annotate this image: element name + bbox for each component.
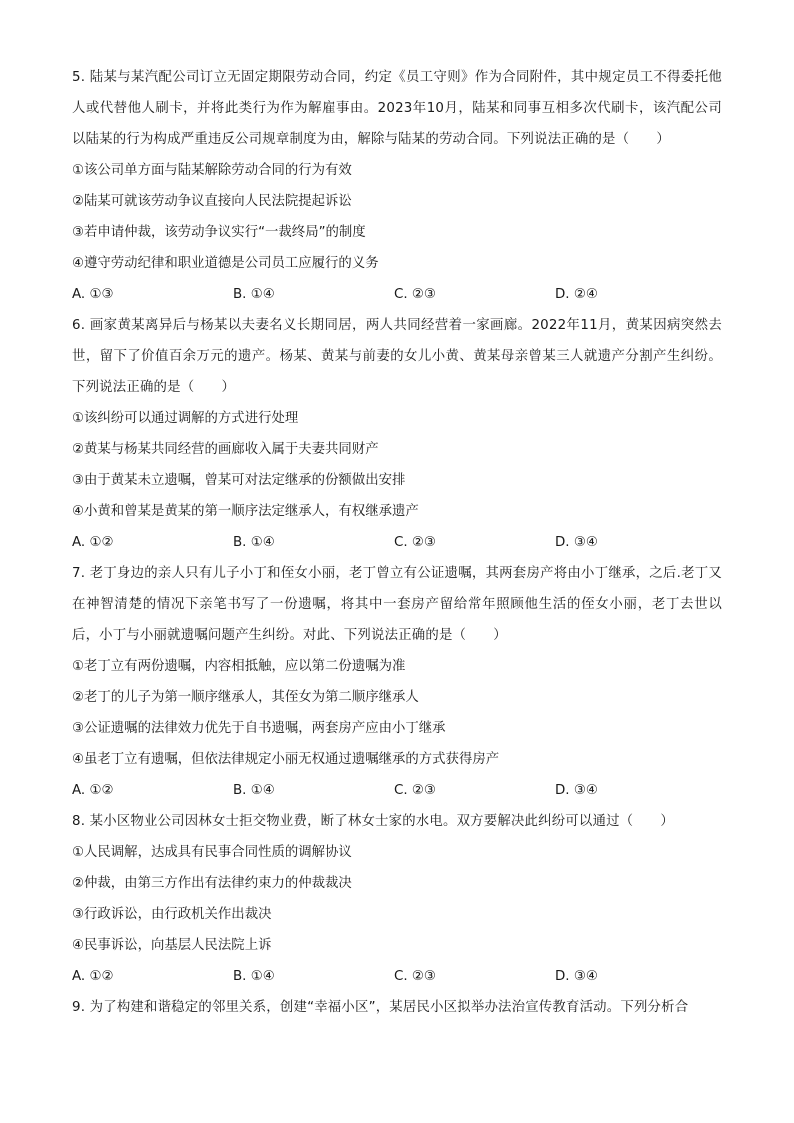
question-stem: 6. 画家黄某离异后与杨某以夫妻名义长期同居，两人共同经营着一家画廊。2022年11月，黄某因病突然去世，留下了价值百余万元的遗产。杨某、黄某与前妻的女儿小黄、黄某母亲曾某三人就遗产分割产生纠纷。下列说法正确的是（ ） xyxy=(72,318,722,395)
answer-choices xyxy=(72,961,722,992)
statement-3: ③公证遗嘱的法律效力优先于自书遗嘱，两套房产应由小丁继承 xyxy=(72,721,446,736)
answer-choices xyxy=(72,775,722,806)
choice-c: C. ②③ xyxy=(394,783,436,798)
statement-4: ④虽老丁立有遗嘱，但依法律规定小丽无权通过遗嘱继承的方式获得房产 xyxy=(72,752,500,767)
choice-b: B. ①④ xyxy=(233,287,275,302)
statement-2: ②仲裁，由第三方作出有法律约束力的仲裁裁决 xyxy=(72,876,352,891)
choice-d: D. ②④ xyxy=(555,287,598,302)
choice-b: B. ①④ xyxy=(233,969,275,984)
question-stem: 5. 陆某与某汽配公司订立无固定期限劳动合同，约定《员工守则》作为合同附件，其中规定员工不得委托他人或代替他人刷卡，并将此类行为作为解雇事由。2023年10月，陆某和同事互相多次代刷卡，该汽配公司以陆某的行为构成严重违反公司规章制度为由，解除与陆某的劳动合同。下列说法正确的是（ ） xyxy=(72,70,722,147)
question-8 xyxy=(72,806,722,992)
statement-2: ②陆某可就该劳动争议直接向人民法院提起诉讼 xyxy=(72,194,352,209)
choice-a: A. ①② xyxy=(72,535,114,550)
answer-choices xyxy=(72,279,722,310)
answer-choices xyxy=(72,527,722,558)
question-7 xyxy=(72,558,722,806)
statement-3: ③若申请仲裁，该劳动争议实行“一裁终局”的制度 xyxy=(72,225,366,240)
question-stem: 7. 老丁身边的亲人只有儿子小丁和侄女小丽，老丁曾立有公证遗嘱，其两套房产将由小丁继承，之后.老丁又在神智清楚的情况下亲笔书写了一份遗嘱，将其中一套房产留给常年照顾他生活的侄女小丽，老丁去世以后，小丁与小丽就遗嘱问题产生纠纷。对此、下列说法正确的是（ ） xyxy=(72,566,722,643)
choice-a: A. ①③ xyxy=(72,287,114,302)
statement-4: ④小黄和曾某是黄某的第一顺序法定继承人，有权继承遗产 xyxy=(72,504,419,519)
question-5 xyxy=(72,62,722,310)
choice-c: C. ②③ xyxy=(394,287,436,302)
statement-1: ①人民调解，达成具有民事合同性质的调解协议 xyxy=(72,845,352,860)
statement-3: ③由于黄某未立遗嘱，曾某可对法定继承的份额做出安排 xyxy=(72,473,406,488)
statement-2: ②老丁的儿子为第一顺序继承人，其侄女为第二顺序继承人 xyxy=(72,690,419,705)
statement-4: ④民事诉讼，向基层人民法院上诉 xyxy=(72,938,272,953)
statement-1: ①该纠纷可以通过调解的方式进行处理 xyxy=(72,411,299,426)
statement-2: ②黄某与杨某共同经营的画廊收入属于夫妻共同财产 xyxy=(72,442,379,457)
choice-c: C. ②③ xyxy=(394,969,436,984)
question-9 xyxy=(72,992,722,1023)
statement-3: ③行政诉讼，由行政机关作出裁决 xyxy=(72,907,272,922)
statement-1: ①该公司单方面与陆某解除劳动合同的行为有效 xyxy=(72,163,352,178)
choice-b: B. ①④ xyxy=(233,535,275,550)
choice-d: D. ③④ xyxy=(555,783,598,798)
choice-a: A. ①② xyxy=(72,969,114,984)
question-stem: 9. 为了构建和谐稳定的邻里关系，创建“幸福小区”，某居民小区拟举办法治宣传教育活动。下列分析合 xyxy=(72,1000,689,1015)
choice-d: D. ③④ xyxy=(555,535,598,550)
choice-a: A. ①② xyxy=(72,783,114,798)
choice-d: D. ③④ xyxy=(555,969,598,984)
choice-c: C. ②③ xyxy=(394,535,436,550)
statement-4: ④遵守劳动纪律和职业道德是公司员工应履行的义务 xyxy=(72,256,379,271)
question-6 xyxy=(72,310,722,558)
question-list xyxy=(72,62,722,1023)
question-stem: 8. 某小区物业公司因林女士拒交物业费，断了林女士家的水电。双方要解决此纠纷可以通过（ ） xyxy=(72,814,675,829)
statement-1: ①老丁立有两份遗嘱，内容相抵触，应以第二份遗嘱为准 xyxy=(72,659,406,674)
choice-b: B. ①④ xyxy=(233,783,275,798)
